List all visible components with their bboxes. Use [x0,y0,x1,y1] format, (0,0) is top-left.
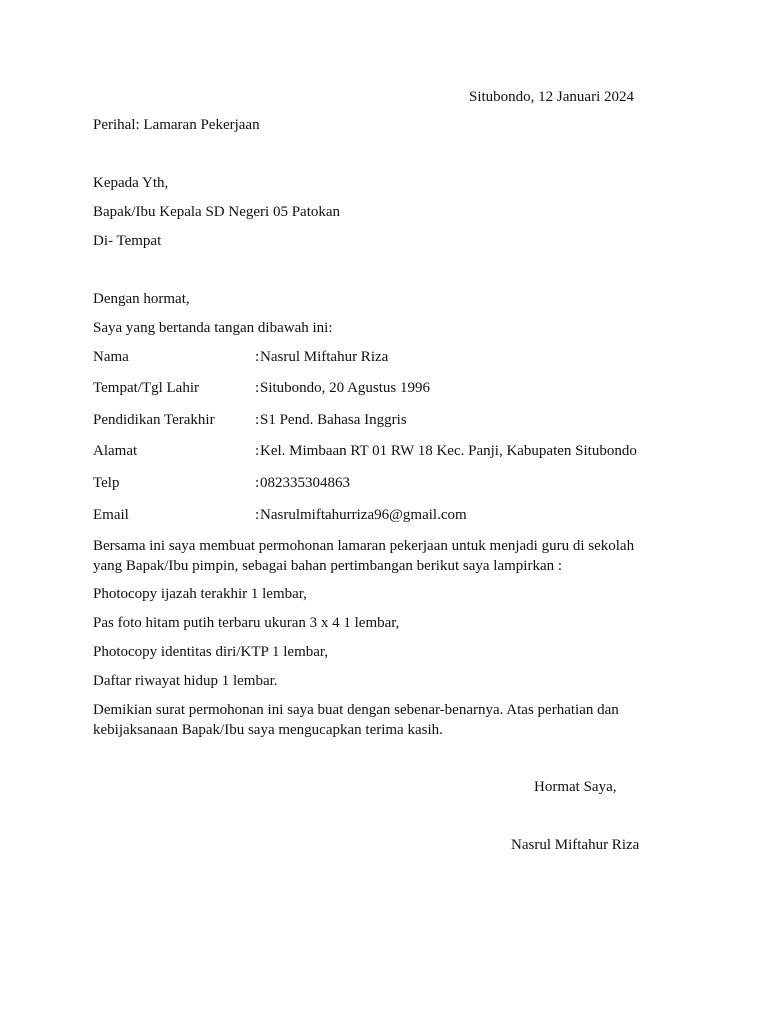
field-label: Alamat [93,443,138,459]
recipient-name: Bapak/Ibu Kepala SD Negeri 05 Patokan [93,204,341,220]
attachment-item: Daftar riwayat hidup 1 lembar. [93,673,278,689]
field-label: Pendidikan Terakhir [93,412,215,428]
field-label: Tempat/Tgl Lahir [93,380,199,396]
field-value: Situbondo, 20 Agustus 1996 [260,380,431,396]
field-value: Nasrul Miftahur Riza [260,349,389,365]
field-row-alamat [93,441,713,461]
field-row-tempat-tgl-lahir [93,378,713,398]
field-row-pendidikan [93,410,713,430]
field-separator: : [255,349,260,365]
attachment-item: Photocopy ijazah terakhir 1 lembar, [93,586,307,602]
signer-name: Nasrul Miftahur Riza [511,837,640,853]
attachment-item: Photocopy identitas diri/KTP 1 lembar, [93,644,329,660]
body-paragraph: Bersama ini saya membuat permohonan lamaran pekerjaan untuk menjadi guru di sekolah yang Bapak/Ibu pimpin, sebagai bahan pertimbangan berikut saya lampirkan : [93,538,635,574]
field-separator: : [255,412,260,428]
field-separator: : [255,475,260,491]
field-value: Kel. Mimbaan RT 01 RW 18 Kec. Panji, Kabupaten Situbondo [260,443,637,459]
field-label: Telp [93,475,120,491]
field-row-email [93,505,713,525]
field-value: Nasrulmiftahurriza96@gmail.com [260,507,467,523]
salutation: Dengan hormat, [93,291,190,307]
letter-date: Situbondo, 12 Januari 2024 [469,89,634,105]
field-value: S1 Pend. Bahasa Inggris [260,412,407,428]
field-label: Email [93,507,129,523]
recipient-place: Di- Tempat [93,233,162,249]
closing-paragraph: Demikian surat permohonan ini saya buat dengan sebenar-benarnya. Atas perhatian dan kebijaksanaan Bapak/Ibu saya mengucapkan terima kasih. [93,702,619,738]
field-label: Nama [93,349,129,365]
closing-salutation: Hormat Saya, [534,779,617,795]
letter-subject: Perihal: Lamaran Pekerjaan [93,117,260,133]
field-separator: : [255,443,260,459]
field-row-telp [93,473,713,493]
field-value: 082335304863 [260,475,350,491]
attachment-item: Pas foto hitam putih terbaru ukuran 3 x 4 1 lembar, [93,615,400,631]
intro-text: Saya yang bertanda tangan dibawah ini: [93,320,333,336]
field-separator: : [255,380,260,396]
field-separator: : [255,507,260,523]
recipient-greeting: Kepada Yth, [93,175,169,191]
field-row-nama [93,347,713,367]
